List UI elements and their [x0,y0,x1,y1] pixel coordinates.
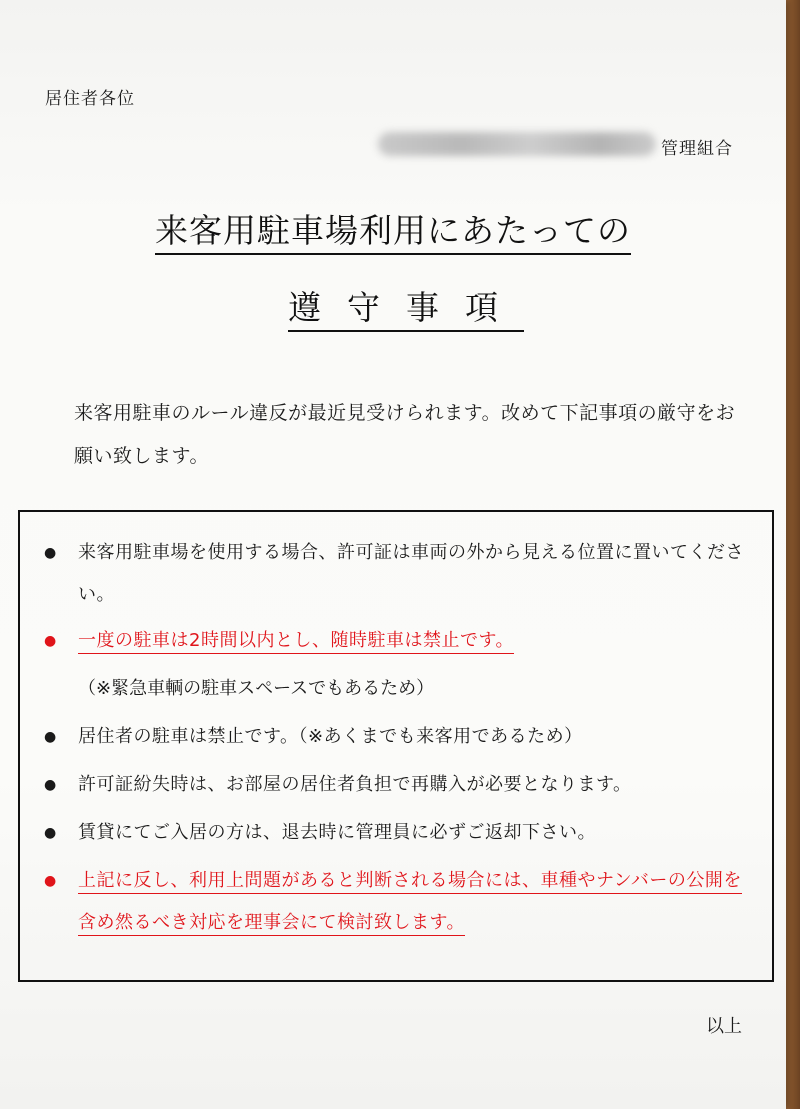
sender-line [378,130,750,160]
rule-text: 上記に反し、利用上問題があると判断される場合には、車種やナンバーの公開を含め然るべき対応を理事会にて検討致します。 [78,870,742,936]
rules-box [18,510,774,982]
addressee: 居住者各位 [45,89,135,109]
rule-note: （※緊急車輌の駐車スペースでもあるため） [78,678,435,699]
bullet-icon: ● [44,825,57,841]
bullet-icon: ● [44,729,57,745]
bullet-icon: ● [44,633,57,649]
rule-text: 賃貸にてご入居の方は、退去時に管理員に必ずご返却下さい。 [78,822,596,843]
rule-item-violation-warning [44,860,754,944]
intro-paragraph: 来客用駐車のルール違反が最近見受けられます。改めて下記事項の厳守をお願い致します。 [74,402,736,467]
title-line-1-text: 来客用駐車場利用にあたっての [155,211,631,255]
notice-title-line-2 [0,282,786,329]
bullet-icon: ● [44,545,57,561]
rule-text: 許可証紛失時は、お部屋の居住者負担で再購入が必要となります。 [78,774,632,795]
rule-item-resident-parking [44,716,754,758]
rule-text: 来客用駐車場を使用する場合、許可証は車両の外から見える位置に置いてください。 [78,542,744,605]
bullet-icon: ● [44,777,57,793]
rule-text: 一度の駐車は2時間以内とし、随時駐車は禁止です。 [78,630,514,654]
notice-title-line-1 [0,205,786,252]
sender-label: 管理組合 [661,139,733,159]
closing-mark: 以上 [706,1016,742,1037]
rule-item-time-limit [44,620,754,662]
rule-item-return-permit [44,812,754,854]
rule-text: 居住者の駐車は禁止です。（※あくまでも来客用であるため） [78,726,583,747]
rule-item-permit-display [44,532,754,616]
redacted-sender-name [378,132,656,156]
title-line-2-text: 遵守事項 [288,288,524,332]
bullet-icon: ● [44,873,57,889]
rule-item-lost-permit [44,764,754,806]
